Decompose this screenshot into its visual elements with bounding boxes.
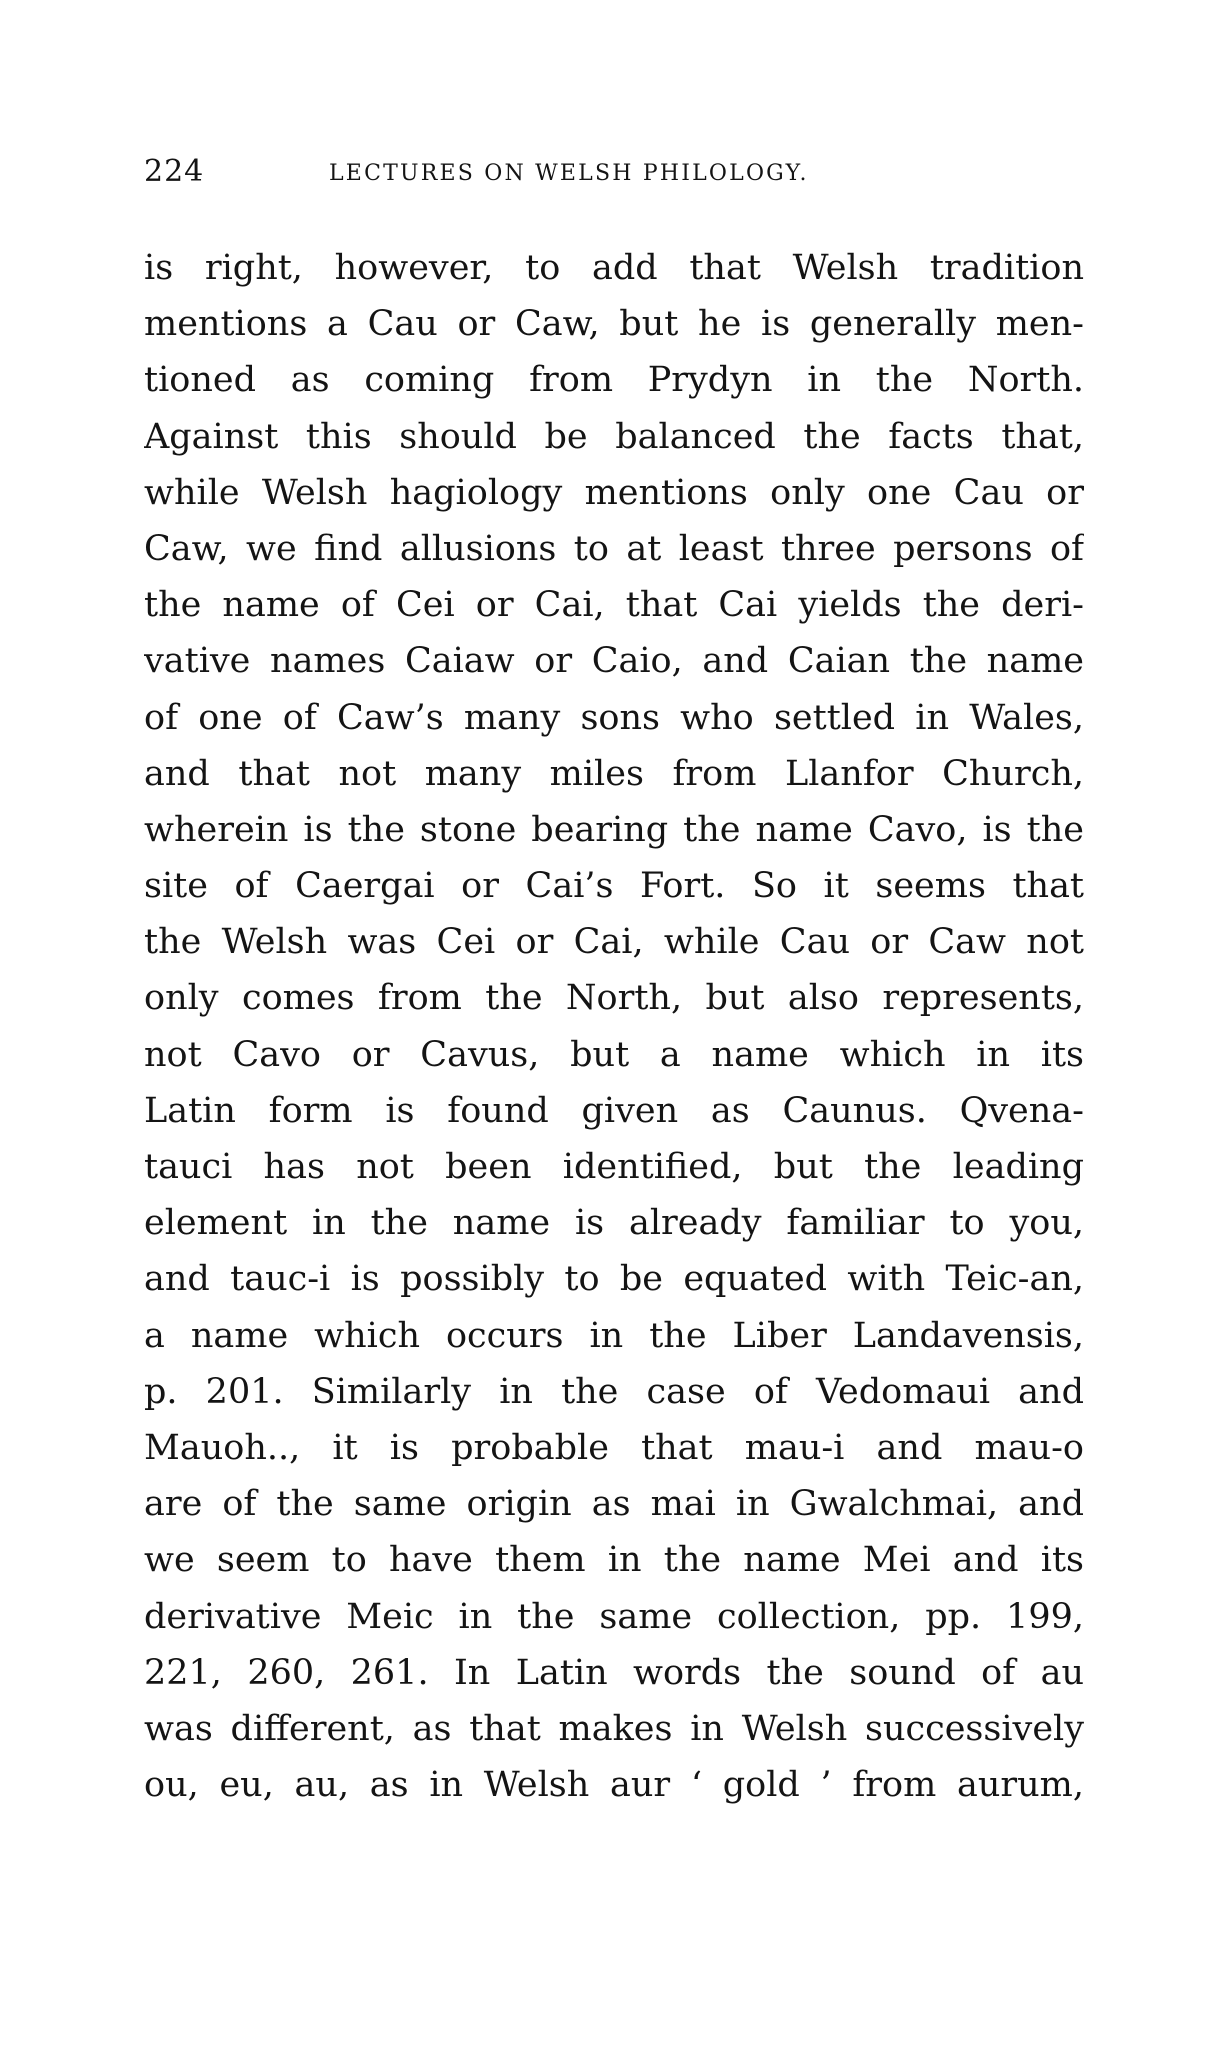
text-line: not Cavo or Cavus, but a name which in its xyxy=(144,1034,1084,1075)
text-line: and tauc-i is possibly to be equated with Teic-an, xyxy=(144,1259,1084,1300)
text-line: Against this should be balanced the facts that, xyxy=(144,416,1084,457)
text-line: site of Caergai or Cai’s Fort. So it seems that xyxy=(144,866,1084,907)
text-line: while Welsh hagiology mentions only one Cau or xyxy=(144,472,1084,513)
text-line: the name of Cei or Cai, that Cai yields the deri- xyxy=(144,585,1084,626)
body-text xyxy=(144,240,1084,1870)
text-line: p. 201. Similarly in the case of Vedomaui and xyxy=(144,1371,1084,1412)
text-line: ou, eu, au, as in Welsh aur ‘ gold ’ from aurum, xyxy=(144,1765,1084,1806)
text-line: and that not many miles from Llanfor Church, xyxy=(144,753,1084,794)
text-line: of one of Caw’s many sons who settled in Wales, xyxy=(144,697,1084,738)
text-line: a name which occurs in the Liber Landavensis, xyxy=(144,1315,1084,1356)
text-line: mentions a Cau or Caw, but he is generally men- xyxy=(144,304,1084,345)
page-number: 224 xyxy=(144,154,205,189)
text-line: Latin form is found given as Caunus. Qvena- xyxy=(144,1090,1084,1131)
text-line: was different, as that makes in Welsh successively xyxy=(144,1708,1084,1749)
text-line: wherein is the stone bearing the name Cavo, is the xyxy=(144,809,1084,850)
text-line: tauci has not been identified, but the leading xyxy=(144,1147,1084,1187)
text-line: derivative Meic in the same collection, pp. 199, xyxy=(144,1596,1084,1637)
text-line: only comes from the North, but also represents, xyxy=(144,978,1084,1019)
text-line: is right, however, to add that Welsh tradition xyxy=(144,248,1084,288)
text-line: vative names Caiaw or Caio, and Caian the name xyxy=(144,641,1084,682)
text-line: 221, 260, 261. In Latin words the sound of au xyxy=(144,1652,1084,1693)
text-line: we seem to have them in the name Mei and its xyxy=(144,1540,1084,1581)
running-title: LECTURES ON WELSH PHILOLOGY. xyxy=(329,161,809,186)
text-line: are of the same origin as mai in Gwalchmai, and xyxy=(144,1484,1084,1525)
page-header xyxy=(144,150,1084,194)
text-line: the Welsh was Cei or Cai, while Cau or Caw not xyxy=(144,922,1084,963)
text-line: Caw, we find allusions to at least three persons of xyxy=(144,528,1084,569)
text-line: Mauoh.., it is probable that mau-i and mau-o xyxy=(144,1427,1084,1468)
text-line: tioned as coming from Prydyn in the North. xyxy=(144,360,1084,401)
text-line: element in the name is already familiar to you, xyxy=(144,1203,1084,1244)
